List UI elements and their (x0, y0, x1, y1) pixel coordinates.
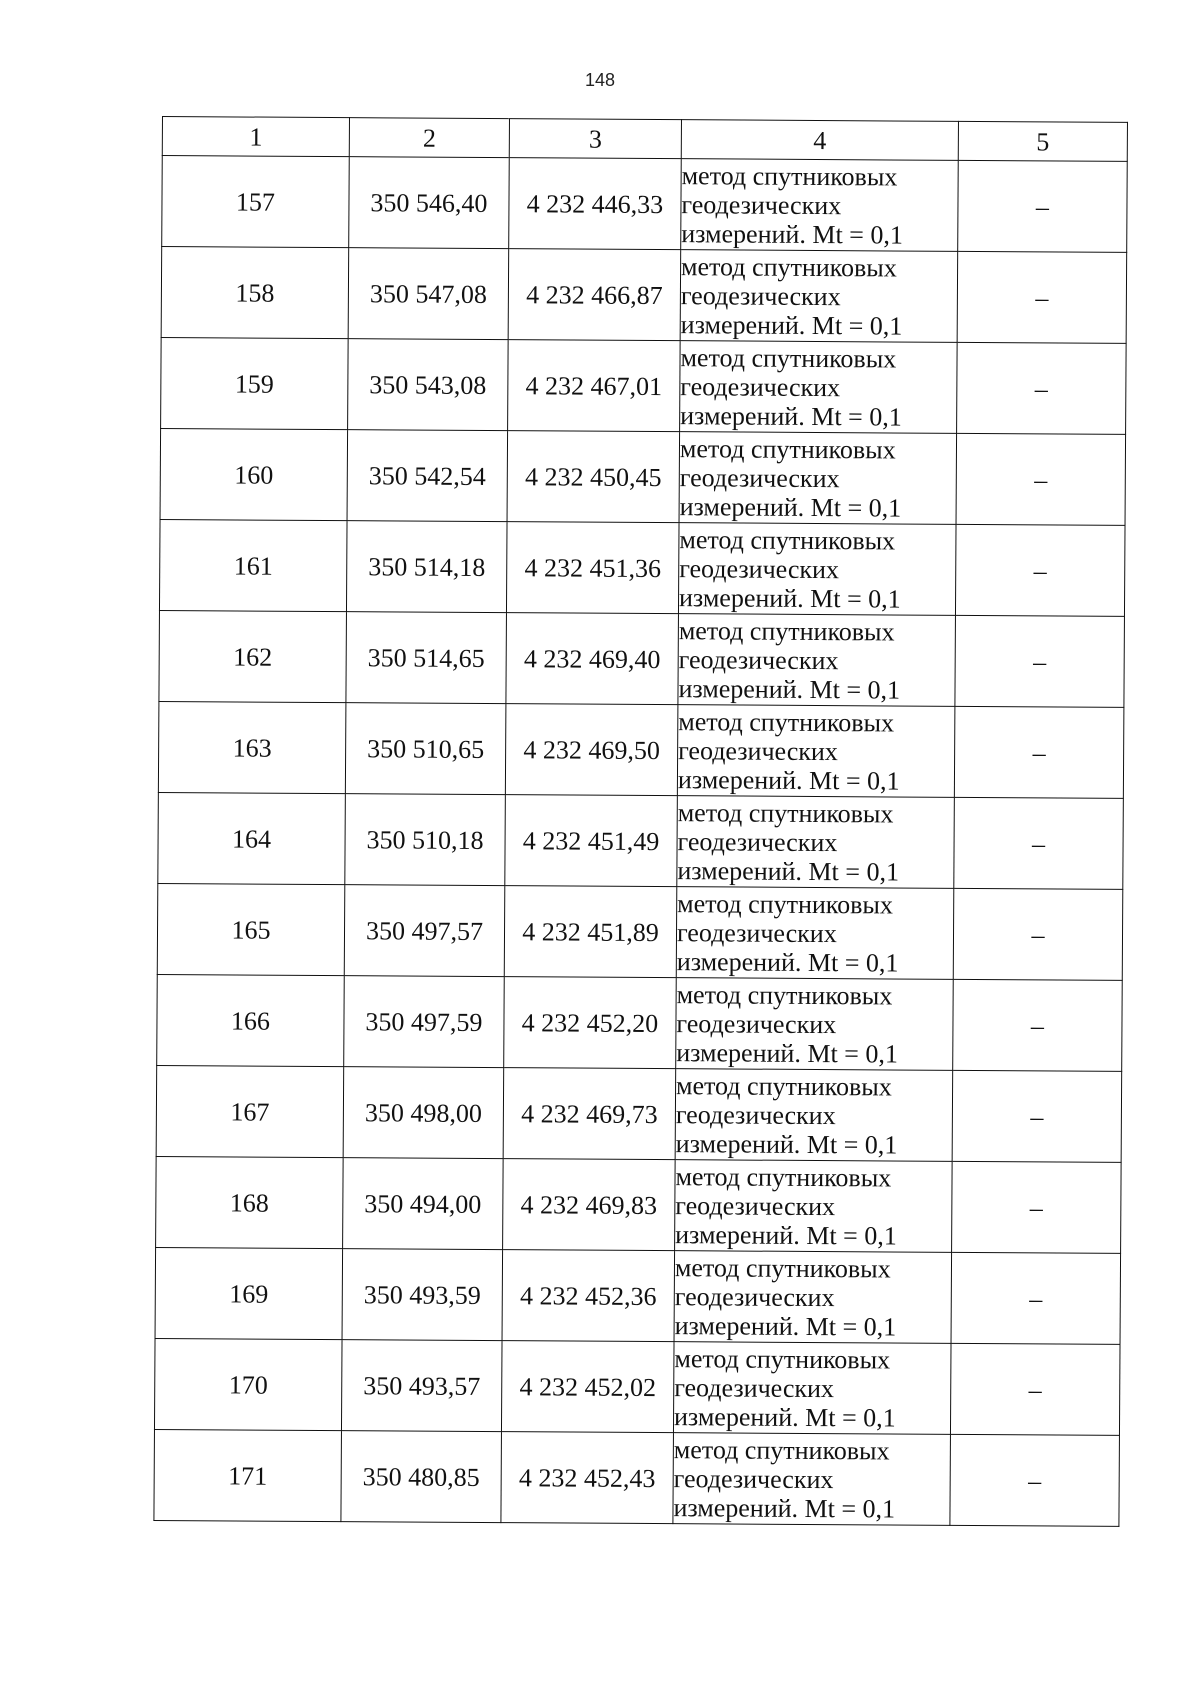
method-description (680, 250, 958, 343)
method-description (679, 432, 957, 525)
method-line: метод спутниковых (680, 342, 897, 373)
method-line: геодезических (676, 917, 837, 948)
method-line: измерений. Mt = 0,1 (678, 673, 901, 705)
method-line: метод спутниковых (674, 1252, 891, 1283)
y-coordinate: 4 232 451,89 (504, 886, 677, 978)
method-line: метод спутниковых (677, 797, 894, 828)
header-col-1: 1 (162, 117, 349, 157)
method-line: геодезических (680, 280, 841, 311)
method-line: измерений. Mt = 0,1 (680, 400, 902, 432)
table-row (159, 610, 1125, 707)
table-row (155, 1247, 1121, 1344)
point-number: 171 (154, 1429, 342, 1521)
method-line: метод спутниковых (679, 524, 896, 555)
method-line: метод спутниковых (678, 615, 895, 646)
note-cell: – (954, 797, 1124, 889)
note-cell: – (953, 888, 1123, 980)
method-description (674, 1251, 952, 1344)
point-number: 165 (157, 883, 345, 975)
note-cell: – (953, 979, 1123, 1071)
note-cell: – (950, 1434, 1120, 1526)
x-coordinate: 350 547,08 (348, 248, 509, 340)
table-row (158, 792, 1124, 889)
note-cell: – (955, 615, 1125, 707)
y-coordinate: 4 232 466,87 (508, 249, 681, 341)
point-number: 159 (161, 337, 349, 429)
method-description (678, 523, 956, 616)
method-line: измерений. Mt = 0,1 (676, 1037, 898, 1069)
method-line: измерений. Mt = 0,1 (679, 491, 902, 523)
method-description (676, 978, 954, 1071)
table-row (157, 883, 1123, 980)
method-description (677, 705, 955, 798)
method-line: геодезических (681, 189, 842, 220)
table-row (162, 156, 1128, 253)
table-row (154, 1429, 1120, 1526)
header-row (162, 117, 1127, 162)
method-line: измерений. Mt = 0,1 (678, 582, 901, 614)
y-coordinate: 4 232 446,33 (509, 158, 682, 250)
page-number: 148 (584, 70, 616, 90)
note-cell: – (956, 433, 1126, 525)
table-row (156, 1156, 1122, 1253)
method-line: геодезических (673, 1463, 834, 1494)
y-coordinate: 4 232 469,73 (503, 1068, 676, 1160)
y-coordinate: 4 232 452,36 (502, 1250, 675, 1342)
note-cell: – (955, 524, 1125, 616)
method-line: метод спутниковых (681, 160, 898, 191)
coordinates-table (153, 116, 1128, 1527)
header-col-4: 4 (681, 120, 958, 161)
x-coordinate: 350 497,57 (344, 885, 505, 977)
x-coordinate: 350 493,57 (341, 1340, 502, 1432)
note-cell: – (951, 1252, 1121, 1344)
method-description (675, 1160, 953, 1253)
method-line: измерений. Mt = 0,1 (673, 1401, 896, 1433)
header-col-5: 5 (958, 121, 1127, 161)
point-number: 158 (161, 247, 349, 339)
header-col-2: 2 (349, 118, 509, 158)
x-coordinate: 350 514,18 (346, 521, 507, 613)
table-row (159, 519, 1125, 616)
method-line: геодезических (675, 1190, 836, 1221)
method-line: геодезических (680, 371, 841, 402)
y-coordinate: 4 232 469,40 (506, 613, 679, 705)
method-description (681, 159, 959, 252)
table-body (154, 156, 1127, 1527)
method-line: измерений. Mt = 0,1 (680, 309, 903, 341)
point-number: 163 (158, 701, 346, 793)
method-line: геодезических (678, 735, 838, 766)
method-line: измерений. Mt = 0,1 (681, 218, 903, 250)
method-line: измерений. Mt = 0,1 (675, 1219, 897, 1251)
method-line: метод спутниковых (678, 706, 895, 737)
y-coordinate: 4 232 452,02 (501, 1341, 674, 1433)
method-line: метод спутниковых (676, 979, 893, 1010)
method-line: метод спутниковых (674, 1343, 891, 1374)
table-row (157, 974, 1123, 1071)
x-coordinate: 350 493,59 (342, 1249, 503, 1341)
method-description (673, 1433, 951, 1526)
table-row (154, 1338, 1120, 1435)
method-line: геодезических (677, 826, 838, 857)
point-number: 162 (159, 610, 347, 702)
method-line: измерений. Mt = 0,1 (673, 1492, 896, 1524)
point-number: 170 (154, 1338, 342, 1430)
point-number: 157 (162, 156, 350, 248)
x-coordinate: 350 498,00 (343, 1067, 504, 1159)
x-coordinate: 350 497,59 (344, 976, 505, 1068)
y-coordinate: 4 232 452,43 (501, 1432, 674, 1524)
x-coordinate: 350 510,18 (345, 794, 506, 886)
point-number: 169 (155, 1247, 343, 1339)
note-cell: – (957, 251, 1127, 343)
x-coordinate: 350 494,00 (343, 1158, 504, 1250)
note-cell: – (952, 1070, 1122, 1162)
point-number: 161 (159, 519, 347, 611)
x-coordinate: 350 543,08 (348, 339, 509, 431)
x-coordinate: 350 542,54 (347, 430, 508, 522)
method-line: геодезических (674, 1281, 835, 1312)
y-coordinate: 4 232 469,50 (505, 704, 678, 796)
x-coordinate: 350 480,85 (341, 1431, 502, 1523)
table-row (160, 428, 1126, 525)
method-description (676, 887, 954, 980)
header-col-3: 3 (509, 119, 681, 159)
method-line: геодезических (676, 1008, 837, 1039)
method-line: геодезических (674, 1372, 835, 1403)
method-line: метод спутниковых (676, 1070, 892, 1101)
method-line: метод спутниковых (675, 1161, 892, 1192)
method-description (680, 341, 958, 434)
y-coordinate: 4 232 451,36 (506, 522, 679, 614)
note-cell: – (954, 706, 1124, 798)
y-coordinate: 4 232 450,45 (507, 431, 680, 523)
method-line: измерений. Mt = 0,1 (675, 1128, 898, 1160)
method-line: геодезических (679, 553, 840, 584)
point-number: 168 (156, 1156, 344, 1248)
method-description (678, 614, 956, 707)
method-line: метод спутниковых (679, 433, 896, 464)
point-number: 167 (156, 1065, 344, 1157)
point-number: 166 (157, 974, 345, 1066)
method-line: измерений. Mt = 0,1 (676, 946, 899, 978)
table-row (158, 701, 1124, 798)
method-line: геодезических (678, 644, 839, 675)
method-line: измерений. Mt = 0,1 (677, 855, 900, 887)
x-coordinate: 350 510,65 (345, 703, 506, 795)
table-row (161, 337, 1127, 434)
method-description (677, 796, 955, 889)
method-line: метод спутниковых (681, 251, 897, 282)
method-line: метод спутниковых (673, 1434, 890, 1465)
table-row (161, 247, 1127, 344)
method-line: измерений. Mt = 0,1 (674, 1310, 897, 1342)
x-coordinate: 350 514,65 (346, 612, 507, 704)
note-cell: – (958, 160, 1128, 252)
note-cell: – (957, 342, 1127, 434)
y-coordinate: 4 232 451,49 (505, 795, 678, 887)
method-line: метод спутниковых (677, 888, 893, 919)
y-coordinate: 4 232 469,83 (503, 1159, 676, 1251)
method-line: измерений. Mt = 0,1 (677, 764, 900, 796)
method-description (675, 1069, 953, 1162)
method-line: геодезических (675, 1099, 836, 1130)
point-number: 164 (158, 792, 346, 884)
method-description (673, 1342, 951, 1435)
method-line: геодезических (679, 462, 840, 493)
y-coordinate: 4 232 452,20 (504, 977, 677, 1069)
note-cell: – (950, 1343, 1120, 1435)
note-cell: – (952, 1161, 1122, 1253)
point-number: 160 (160, 428, 348, 520)
y-coordinate: 4 232 467,01 (508, 340, 681, 432)
table-header (162, 117, 1127, 162)
table-row (156, 1065, 1122, 1162)
x-coordinate: 350 546,40 (349, 157, 510, 249)
